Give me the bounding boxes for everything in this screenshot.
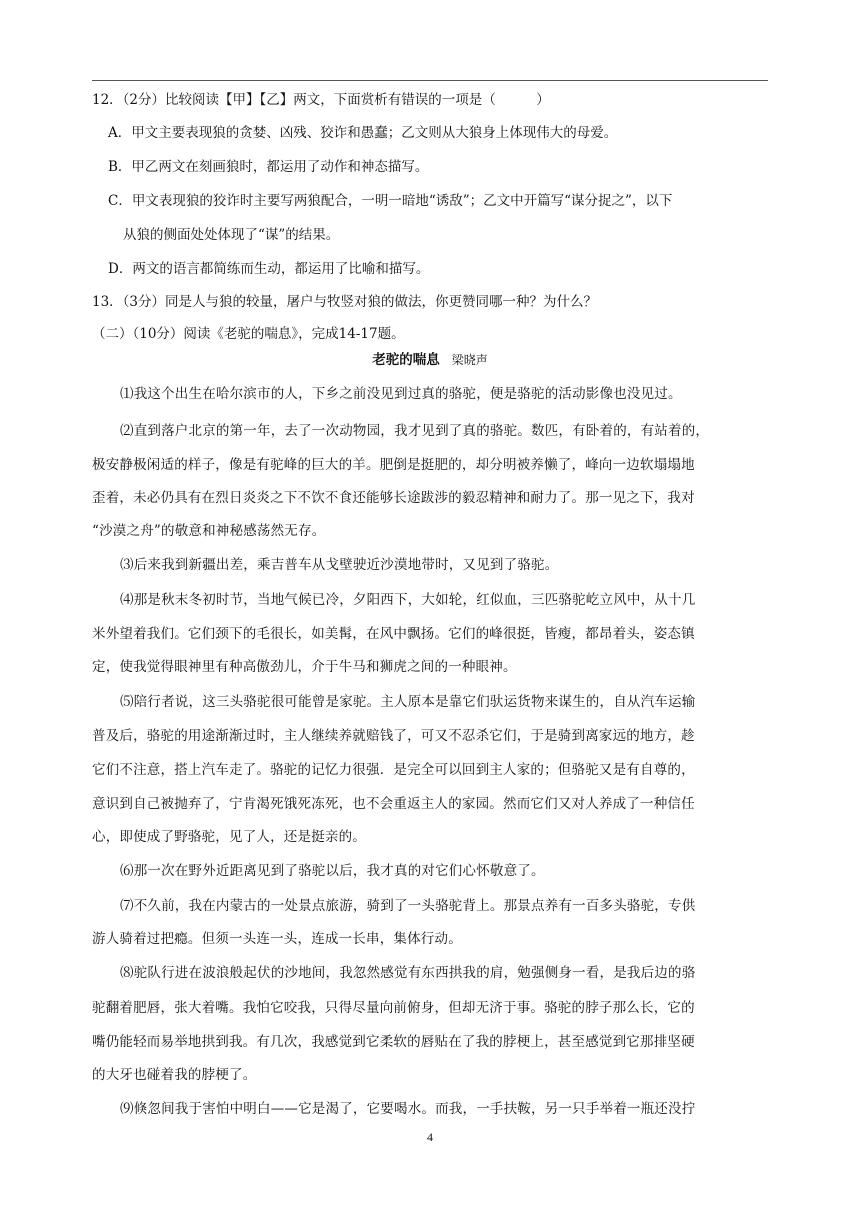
article-line: ⑻驼队行进在波浪般起伏的沙地间，我忽然感觉有东西拱我的肩，勉强侧身一看，是我后边的骆 (120, 965, 696, 981)
article-line: 游人骑着过把瘾。但须一头连一头，连成一长串，集体行动。 (92, 931, 462, 947)
question-13: 13．（3分）同是人与狼的较量，屠户与牧竖对狼的做法，你更赞同哪一种？为什么？ (92, 294, 598, 310)
article-line: 嘴仍能轻而易举地拱到我。有几次，我感觉到它柔软的唇贴在了我的脖梗上，甚至感觉到它那排坚硬 (92, 1034, 695, 1050)
question-12-stem: 12．（2分）比较阅读【甲】【乙】两文，下面赏析有错误的一项是（ ） (92, 92, 550, 108)
article-line: ⑵直到落户北京的第一年，去了一次动物园，我才见到了真的骆驼。数匹，有卧着的，有站着的， (120, 423, 710, 439)
section-2-heading: （二）（10分）阅读《老驼的喘息》，完成14-17题。 (92, 326, 405, 342)
article-line: 意识到自己被抛弃了，宁肯渴死饿死冻死，也不会重返主人的家园。然而它们又对人养成了一种信任 (92, 796, 695, 812)
article-author: 梁晓声 (451, 353, 488, 367)
article-title-line (0, 350, 860, 370)
article-line: ⑷那是秋末冬初时节，当地气候已冷，夕阳西下，大如轮，红似血，三匹骆驼屹立风中，从十几 (120, 592, 696, 608)
question-12-option-b: B．甲乙两文在刻画狼时，都运用了动作和神态描写。 (108, 159, 429, 175)
article-line: 心，即使成了野骆驼，见了人，还是挺亲的。 (92, 829, 366, 845)
article-line: 极安静极闲适的样子，像是有驼峰的巨大的羊。肥倒是挺肥的，却分明被养懒了，峰向一边软塌塌地 (92, 457, 695, 473)
article-line: 歪着，未必仍具有在烈日炎炎之下不饮不食还能够长途跋涉的毅忍精神和耐力了。那一见之下，我对 (92, 490, 695, 506)
article-title: 老驼的喘息 (372, 352, 440, 368)
article-line: 米外望着我们。它们颈下的毛很长，如美髯，在风中飘扬。它们的峰很挺，皆瘦，都昂着头，姿态镇 (92, 626, 695, 642)
article-line: ⑼倏忽间我于害怕中明白——它是渴了，它要喝水。而我，一手扶鞍，另一只手举着一瓶还没拧 (120, 1101, 696, 1117)
article-line: ⑸陪行者说，这三头骆驼很可能曾是家驼。主人原本是靠它们驮运货物来谋生的，自从汽车运输 (120, 694, 696, 710)
question-12-option-a: A．甲文主要表现狼的贪婪、凶残、狡诈和愚蠢；乙文则从大狼身上体现伟大的母爱。 (108, 125, 618, 141)
article-line: ⑹那一次在野外近距离见到了骆驼以后，我才真的对它们心怀敬意了。 (120, 863, 545, 879)
article-line: 定，使我觉得眼神里有种高傲劲儿，介于牛马和狮虎之间的一种眼神。 (92, 659, 517, 675)
article-line: 它们不注意，搭上汽车走了。骆驼的记忆力很强．是完全可以回到主人家的；但骆驼又是有自尊的， (92, 762, 695, 778)
question-12-option-d: D．两文的语言都简练而生动，都运用了比喻和描写。 (108, 261, 430, 277)
article-line: 的大牙也碰着我的脖梗了。 (92, 1067, 257, 1083)
article-line: 普及后，骆驼的用途渐渐过时，主人继续养就赔钱了，可又不忍杀它们，于是骑到离家远的地方，趁 (92, 728, 695, 744)
article-line: ⑴我这个出生在哈尔滨市的人，下乡之前没见到过真的骆驼，便是骆驼的活动影像也没见过。 (120, 386, 682, 402)
article-line: ⑺不久前，我在内蒙古的一处景点旅游，骑到了一头骆驼背上。那景点养有一百多头骆驼，专供 (120, 898, 696, 914)
article-line: 驼翻着肥唇，张大着嘴。我怕它咬我，只得尽量向前俯身，但却无济于事。骆驼的脖子那么长，它的 (92, 1000, 695, 1016)
article-line: “沙漠之舟”的敬意和神秘感荡然无存。 (92, 523, 326, 539)
article-line: ⑶后来我到新疆出差，乘吉普车从戈壁驶近沙漠地带时，又见到了骆驼。 (120, 557, 559, 573)
question-12-option-c-line2: 从狼的侧面处处体现了“谋”的结果。 (123, 227, 340, 243)
question-12-option-c-line1: C．甲文表现狼的狡诈时主要写两狼配合，一明一暗地“诱敌”；乙文中开篇写“谋分捉之”，以下 (108, 193, 673, 209)
page-number: 4 (427, 1130, 433, 1144)
header-rule (92, 80, 768, 81)
